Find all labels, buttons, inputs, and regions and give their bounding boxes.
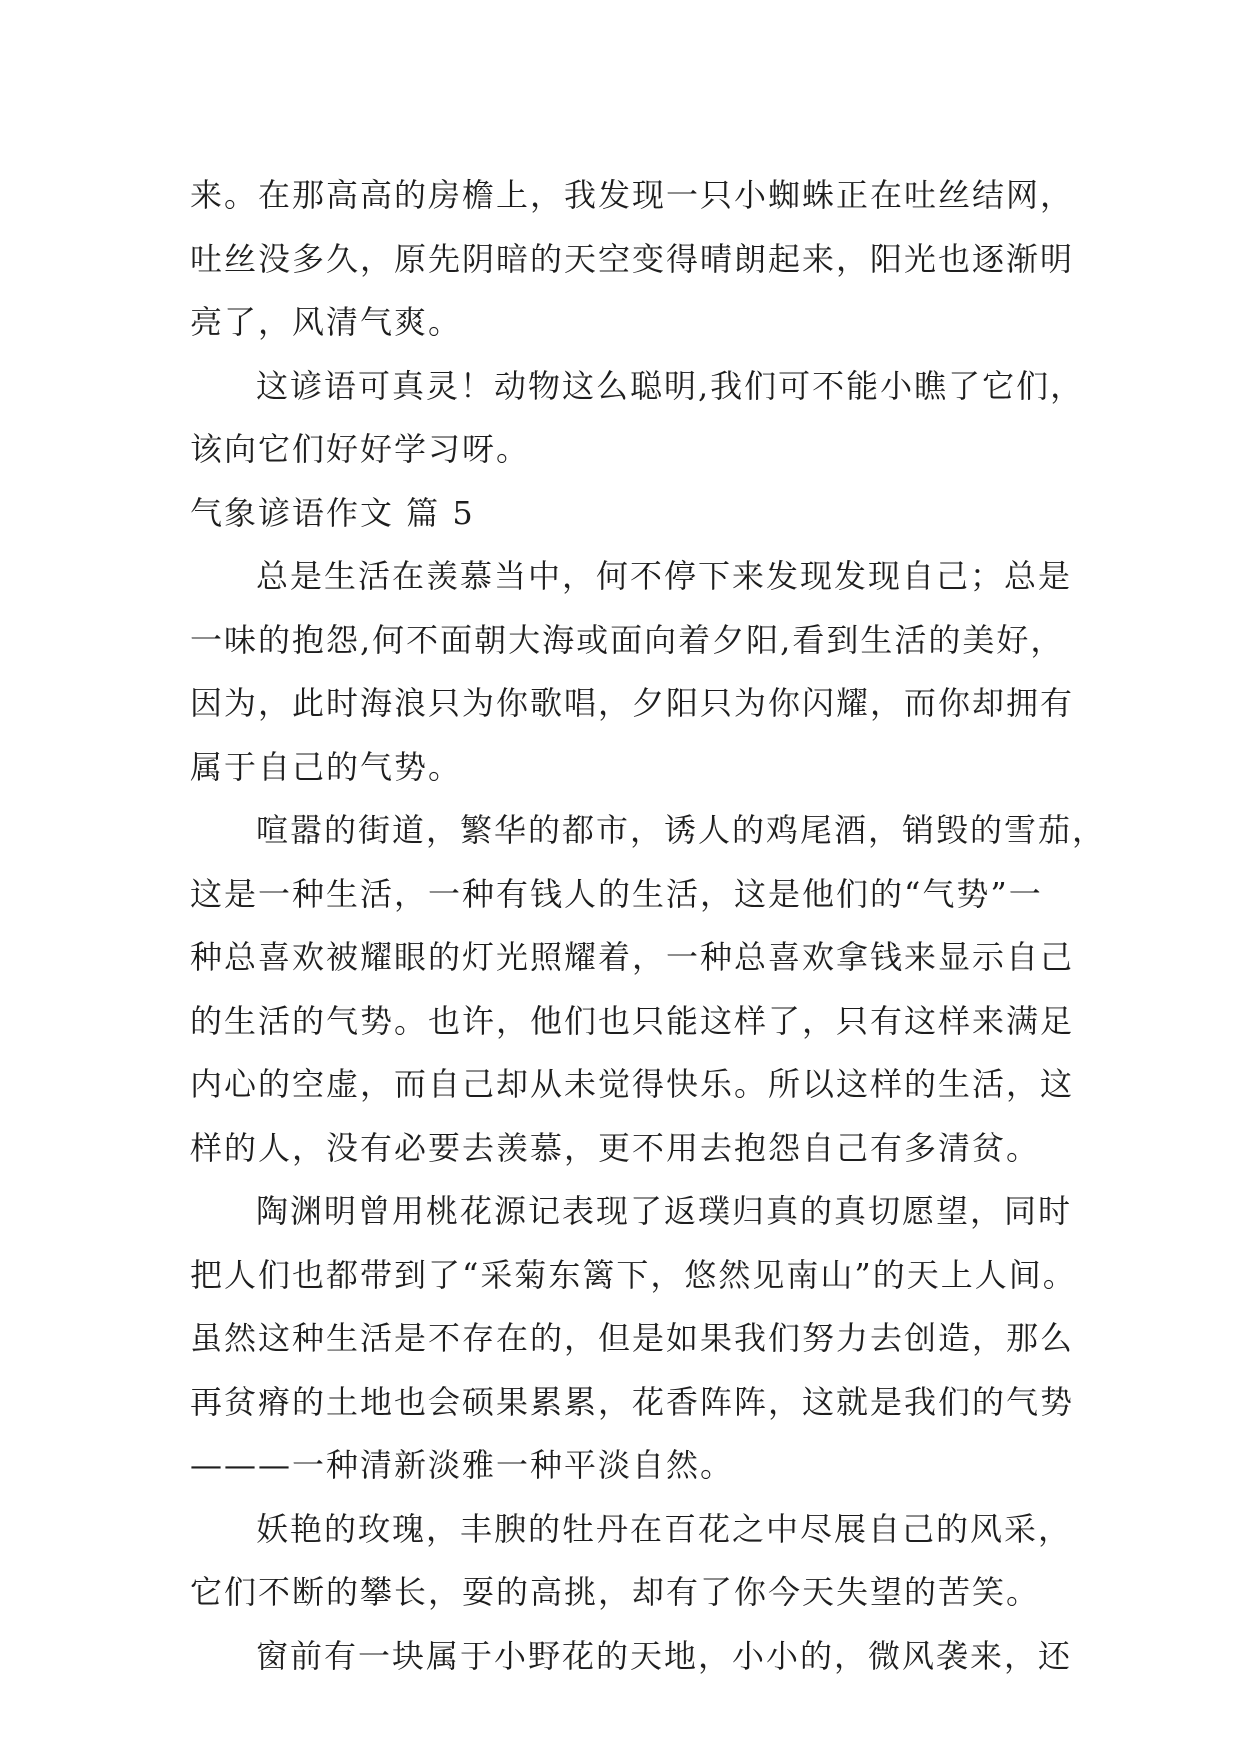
text-line: 它们不断的攀长，耍的高挑，却有了你今天失望的苦笑。 [190, 1573, 1041, 1611]
text-line: 该向它们好好学习呀。 [190, 430, 531, 468]
text-line: 因为，此时海浪只为你歌唱，夕阳只为你闪耀，而你却拥有 [190, 684, 1075, 722]
text-line: 妖艳的玫瑰，丰腴的牡丹在百花之中尽展自己的风采， [256, 1509, 1073, 1548]
text-line: 吐丝没多久，原先阴暗的天空变得晴朗起来，阳光也逐渐明 [190, 239, 1075, 278]
text-line: 一味的抱怨,何不面朝大海或面向着夕阳,看到生活的美好， [190, 620, 1065, 659]
document-body [190, 164, 1107, 1688]
text-line: 喧嚣的街道，繁华的都市，诱人的鸡尾酒，销毁的雪茄， [256, 811, 1107, 849]
text-line: 陶渊明曾用桃花源记表现了返璞归真的真切愿望，同时 [256, 1192, 1073, 1230]
text-line: 种总喜欢被耀眼的灯光照耀着，一种总喜欢拿钱来显示自己 [190, 938, 1075, 976]
text-line: 这谚语可真灵！动物这么聪明,我们可不能小瞧了它们， [256, 366, 1085, 405]
text-line: 窗前有一块属于小野花的天地，小小的，微风袭来，还 [256, 1636, 1073, 1675]
text-line: 来。在那高高的房檐上，我发现一只小蜘蛛正在吐丝结网， [190, 176, 1075, 214]
text-line: 属于自己的气势。 [190, 747, 463, 786]
text-line: 内心的空虚，而自己却从未觉得快乐。所以这样的生活，这 [190, 1065, 1075, 1103]
text-line: 再贫瘠的土地也会硕果累累，花香阵阵，这就是我们的气势 [190, 1382, 1075, 1421]
text-line: 把人们也都带到了“采菊东篱下，悠然见南山”的天上人间。 [190, 1255, 1077, 1294]
text-line: 虽然这种生活是不存在的，但是如果我们努力去创造，那么 [190, 1319, 1075, 1357]
text-line: 亮了，风清气爽。 [190, 303, 463, 341]
text-line: 的生活的气势。也许，他们也只能这样了，只有这样来满足 [190, 1001, 1075, 1040]
section-heading: 气象谚语作文 篇 5 [190, 493, 475, 532]
text-line: ———一种清新淡雅一种平淡自然。 [190, 1446, 735, 1484]
text-line: 总是生活在羡慕当中，何不停下来发现发现自己；总是 [256, 557, 1073, 595]
text-line: 样的人，没有必要去羡慕，更不用去抱怨自己有多清贫。 [190, 1128, 1041, 1167]
text-line: 这是一种生活，一种有钱人的生活，这是他们的“气势”一 [190, 874, 1043, 913]
